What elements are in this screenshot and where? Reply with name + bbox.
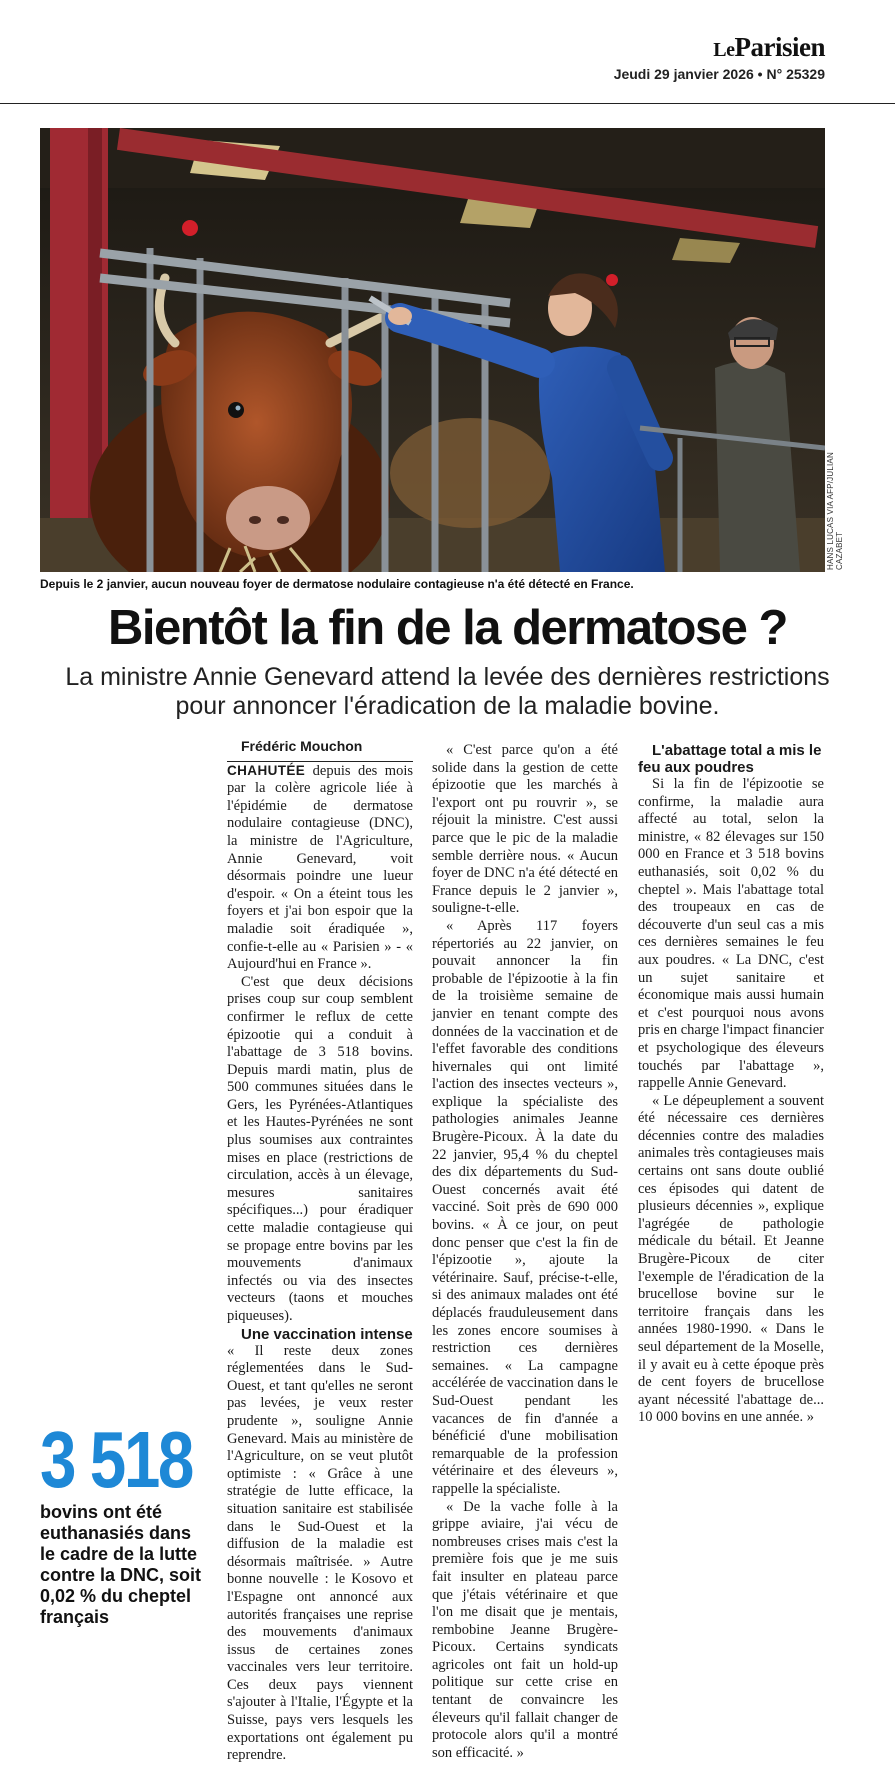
- paragraph-4: « C'est parce qu'on a été solide dans la gestion de cette épizootie que les marchés à l'export ont pu rouvrir », se réjouit la ministre. C'est aussi parce que le pic de la maladie semble derrière nous. « Aucun foyer de DNC n'a été détecté en France depuis le 2 janvier », souligne-t-elle.: [432, 742, 618, 917]
- photo-credit: HANS LUCAS VIA AFP/JULIAN CAZABET: [826, 452, 844, 570]
- masthead: [0, 0, 895, 104]
- article-headline: Bientôt la fin de la dermatose ?: [108, 601, 787, 655]
- paragraph-7: Si la fin de l'épizootie se confirme, la maladie aura affecté au total, selon la ministre, « 82 élevages sur 150 000 en France et 3 518 bovins euthanasiés, soit 0,02 % du cheptel ». Mais l'abattage total des troupeaux en cas de découverte d'un seul cas a mis ces dernières semaines le feu aux poudres. « La DNC, c'est un sujet sanitaire et économique mais aussi humain et c'est pourquoi nous avons pris en charge l'impact financier et psychologique des éleveurs touchés par l'abattage », rappelle Annie Genevard.: [638, 776, 824, 1092]
- paragraph-8: « Le dépeuplement a souvent été nécessaire ces dernières décennies contre des maladies animales très contagieuses mais certains ont sans doute oublié ces épisodes qui datent de plusieurs décennies », explique l'agrégée de pathologie médicale du bétail. Et Jeanne Brugère-Picoux de citer l'exemple de l'éradication de la brucellose bovine sur le territoire français dans les années 1980-1990. « Dans le seul département de la Moselle, il y avait eu à cette époque près de cent foyers de brucellose ayant nécessité l'abattage de... 10 000 bovins en une année. »: [638, 1092, 824, 1426]
- article-photo: [40, 128, 825, 572]
- logo-main: Parisien: [734, 32, 825, 62]
- issue-date: Jeudi 29 janvier 2026: [613, 66, 754, 82]
- dateline: [614, 66, 825, 82]
- photo-caption: Depuis le 2 janvier, aucun nouveau foyer de dermatose nodulaire contagieuse n'a été détecté en France.: [40, 577, 634, 591]
- article-standfirst: La ministre Annie Genevard attend la levée des dernières restrictions pour annoncer l'éradication de la maladie bovine.: [65, 663, 830, 720]
- subhead-abattage: L'abattage total a mis le feu aux poudres: [638, 742, 822, 776]
- logo-le: Le: [713, 39, 735, 61]
- key-figure-callout: [40, 1415, 210, 1628]
- article-column-1: [227, 738, 413, 1765]
- issue-number: N° 25329: [766, 66, 825, 82]
- key-figure-text: bovins ont été euthanasiés dans le cadre de la lutte contre la DNC, soit 0,02 % du cheptel français: [40, 1502, 202, 1627]
- lead-word: CHAHUTÉE: [227, 762, 306, 778]
- lead-paragraph-text: depuis des mois par la colère agricole liée à l'épidémie de dermatose nodulaire contagieuse (DNC), la ministre de l'Agriculture, Annie Genevard, voit désormais poindre une lueur d'espoir. « On a éteint tous les foyers et j'ai bon espoir que la maladie soit éradiquée », confie-t-elle au « Parisien » - « Aujourd'hui en France ».: [227, 762, 413, 973]
- key-figure-number: 3 518: [40, 1415, 192, 1504]
- lead-paragraph: [227, 762, 413, 974]
- separator-bullet: •: [757, 66, 763, 82]
- newspaper-logo: [713, 32, 825, 63]
- barn-vaccination-illustration: [40, 128, 825, 572]
- subhead-vaccination: Une vaccination intense: [241, 1325, 413, 1343]
- paragraph-5: « Après 117 foyers répertoriés au 22 janvier, on pouvait annoncer la fin probable de l'épizootie à la fin de la troisième semaine de janvier en tenant compte des données de la vaccination et de l'effet favorable des conditions hivernales qui ont limité l'action des insectes vecteurs », explique la spécialiste des pathologies animales Jeanne Brugère-Picoux. À la date du 22 janvier, 95,4 % du cheptel des dix départements du Sud-Ouest concernés avait été vacciné. Soit près de 690 000 bovins. « À ce jour, on peut donc penser que c'est la fin de l'épizootie », ajoute la vétérinaire. Sauf, précise-t-elle, si des animaux malades ont été déplacés frauduleusement dans les zones encore soumises à restriction ces dernières semaines. « La campagne accélérée de vaccination dans le Sud-Ouest pendant les vacances de fin d'année a bénéficié d'une mobilisation remarquable de la profession vétérinaire et des éleveurs », rappelle la spécialiste.: [432, 917, 618, 1497]
- paragraph-2: C'est que deux décisions prises coup sur coup semblent confirmer le reflux de cette épizootie qui a conduit à l'abattage de 3 518 bovins. Depuis mardi matin, plus de 500 communes situées dans le Gers, les Pyrénées-Atlantiques et les Hautes-Pyrénées ne sont plus soumises aux contraintes mises en place (restrictions de circulation, accès à un élevage, mesures sanitaires spécifiques...) pour éradiquer cette maladie contagieuse qui se propage entre bovins par les mouvements d'animaux infectés ou via des insectes vecteurs (taons et mouches piqueuses).: [227, 973, 413, 1324]
- article-column-2: [432, 742, 618, 1762]
- byline: Frédéric Mouchon: [227, 738, 413, 762]
- paragraph-3: « Il reste deux zones réglementées dans le Sud-Ouest, et tant qu'elles ne seront pas levées, je veux rester prudente », souligne Annie Genevard. Mais au ministère de l'Agriculture, on se veut plutôt optimiste : « Grâce à une stratégie de lutte efficace, la situation sanitaire est stabilisée dans le Sud-Ouest et la diffusion de la maladie est désormais maîtrisée. » Autre bonne nouvelle : le Kosovo et l'Espagne ont annoncé aux autorités françaises une reprise des mouvements d'animaux issus de certaines zones vaccinales vers leur territoire. Ces deux pays viennent s'ajouter à l'Italie, l'Égypte et la Suisse, pays vers lesquels les exportations ont également pu reprendre.: [227, 1342, 413, 1764]
- paragraph-6: « De la vache folle à la grippe aviaire, j'ai vécu de nombreuses crises mais c'est la première fois que je me suis fait insulter en plateau parce que j'étais vétérinaire et que l'on me disait que je mentais, rembobine Jeanne Brugère-Picoux. Certains syndicats agricoles ont fait un hold-up politique sur cette crise en tentant de convaincre les éleveurs qu'il fallait changer de protocole alors qu'il a montré son efficacité. »: [432, 1498, 618, 1761]
- article-column-3: [638, 742, 824, 1427]
